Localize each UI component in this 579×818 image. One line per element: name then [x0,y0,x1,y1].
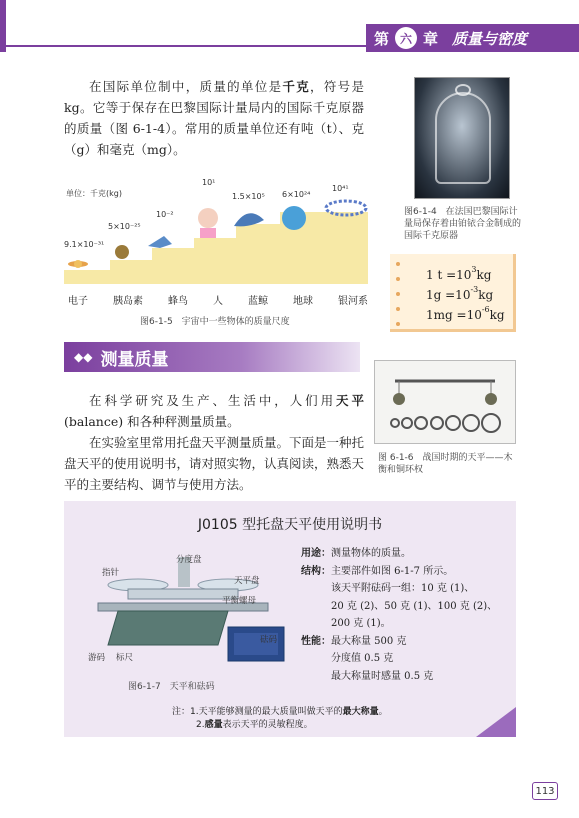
mass-scale-figure [64,174,368,298]
scale-object-labels [68,292,368,307]
chapter-title: 质量与密度 [452,29,528,48]
label-balance-nut: 平衡螺母 [222,596,257,606]
object-galaxy: 银河系 [338,296,368,307]
spec-structure-line2: 该天平附砝码一组：10 克 (1)、 [331,583,475,594]
glass-bell [435,92,491,184]
object-earth: 地球 [293,296,313,307]
fig7-caption: 图6-1-7 天平和砝码 [128,682,215,692]
ancient-balance-photo [374,360,516,444]
intro-paragraph [64,76,364,160]
intro-text-1: 在国际单位制中，质量的单位是 [89,79,283,94]
value-whale: 1.5×10⁵ [232,192,265,201]
spec-structure: 结构：主要部件如图 6-1-7 所示。 [301,565,454,577]
value-human: 10¹ [202,178,216,187]
object-human: 人 [213,296,223,307]
value-electron: 9.1×10⁻³¹ [64,240,105,249]
section-heading [64,342,360,372]
unit-row-milligram: $1mg =10^{-6}kg$ [426,305,505,322]
chapter-header [366,24,579,52]
ancient-balance-illustration [375,361,515,443]
intro-bold-kg: 千克 [282,79,311,94]
value-insulin: 5×10⁻²⁵ [108,222,141,231]
diamond-icon: ◆◆ [74,350,93,364]
manual-corner-decoration [476,707,516,737]
manual-specs [301,545,511,685]
spec-structure-line4: 200 克 (1)。 [331,618,391,629]
para2-bold: 天平 [336,393,364,408]
value-hummingbird: 10⁻² [156,210,174,219]
value-galaxy: 10⁴¹ [332,184,349,193]
spec-performance-line3: 最大称量时感量 0.5 克 [331,670,434,682]
units-box [390,254,516,332]
scale-unit-label: 单位：千克(kg) [66,189,122,198]
label-ruler: 标尺 [116,653,134,663]
object-hummingbird: 蜂鸟 [168,296,188,307]
label-rider: 游码 [88,653,106,663]
fig6-caption: 图 6-1-6 战国时期的天平——木衡和铜环权 [378,453,513,475]
kilogram-prototype-photo [414,77,510,199]
note-1: 注：1.天平能够测量的最大质量叫做天平的最大称量。 [172,707,388,717]
para2-text-1: 在科学研究及生产、生活中，人们用 [89,393,337,408]
section-title: 测量质量 [100,349,169,370]
spec-performance: 性能：最大称量 500 克 [301,635,407,647]
page-number: 113 [532,782,558,800]
intro-text-2: ，符号是kg。它等于保存在巴黎国际计量局内的国际千克原器的质量（图 6-1-4）。常用的质量单位还有吨（t）、克（g）和毫克（mg）。 [64,79,364,157]
object-insulin: 胰岛素 [113,296,143,307]
value-earth: 6×10²⁴ [282,190,311,199]
manual-notes [172,706,388,731]
label-scale-plate: 分度盘 [176,555,202,565]
balance-paragraph [64,390,364,432]
chapter-number: 六 [395,27,417,49]
object-electron: 电子 [68,296,88,307]
fig5-caption: 图6-1-5 宇宙中一些物体的质量尺度 [140,317,290,327]
spec-use: 用途：测量物体的质量。 [301,548,411,559]
chapter-suffix: 章 [423,29,439,48]
balance-manual [64,501,516,737]
lab-balance-paragraph: 在实验室里常用托盘天平测量质量。下面是一种托盘天平的使用说明书，请对照实物，认真阅读，熟悉天平的主要结构、调节与使用方法。 [64,435,365,492]
manual-title: J0105 型托盘天平使用说明书 [197,517,383,533]
units-dots [396,262,404,326]
object-blue-whale: 蓝鲸 [248,296,268,307]
para2-text-2: (balance) 和各种秤测量质量。 [64,414,240,429]
unit-row-ton: 1 $t =10^3kg$ [426,265,492,282]
unit-row-gram: $1g =10^{-3}kg$ [426,285,494,302]
label-weights: 砝码 [260,635,278,645]
spec-structure-line3: 20 克 (2)、50 克 (1)、100 克 (2)、 [331,600,498,612]
fig4-caption: 图6-1-4 在法国巴黎国际计量局保存着由铂铱合金制成的国际千克原器 [404,207,522,241]
label-pointer: 指针 [102,568,120,578]
chapter-prefix: 第 [374,29,390,48]
header-rule [6,45,366,47]
spec-performance-line2: 分度值 0.5 克 [331,653,394,664]
note-2: 2.感量表示天平的灵敏程度。 [196,719,313,730]
label-pan: 天平盘 [234,576,260,586]
